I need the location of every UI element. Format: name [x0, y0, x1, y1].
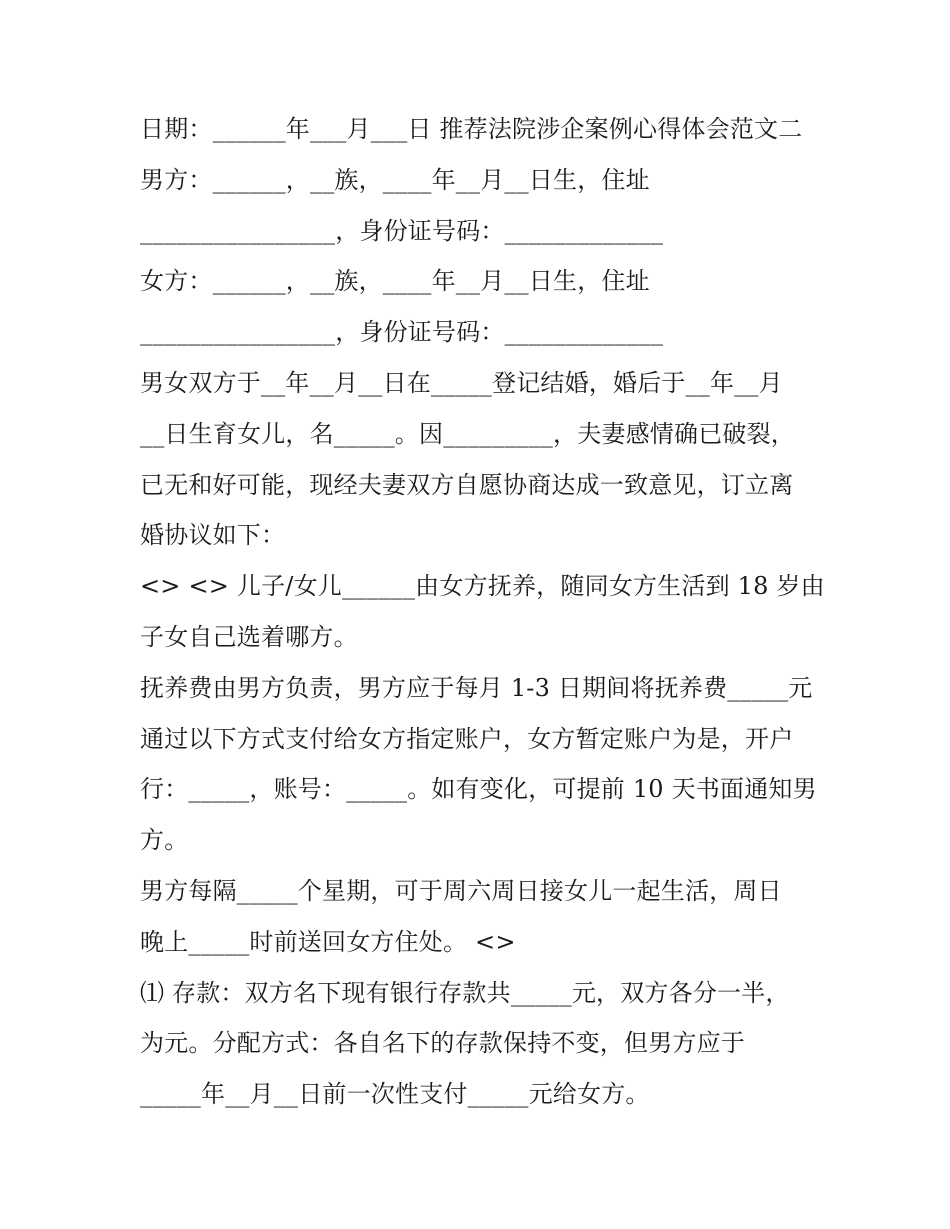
visitation-line: 男方每隔_____个星期，可于周六周日接女儿一起生活，周日	[140, 876, 782, 905]
support-line: 方。	[140, 826, 189, 855]
deposit-line: 为元。分配方式：各自名下的存款保持不变，但男方应于	[140, 1029, 745, 1058]
visitation-line: 晚上_____时前送回女方住处。 <>	[140, 927, 516, 956]
paragraph-line: __日生育女儿，名_____。因_________，夫妻感情确已破裂，	[140, 419, 795, 448]
deposit-line: _____年__月__日前一次性支付_____元给女方。	[140, 1080, 650, 1109]
custody-line: 子女自己选着哪方。	[140, 622, 358, 651]
support-line: 通过以下方式支付给女方指定账户，女方暂定账户为是，开户	[140, 724, 794, 753]
female-party-line: 女方：______，__族，____年__月__日生，住址	[140, 267, 650, 296]
male-party-line: 男方：______，__族，____年__月__日生，住址	[140, 165, 650, 194]
female-id-line: ________________，身份证号码：_____________	[140, 318, 664, 347]
document-body	[140, 104, 825, 1120]
paragraph-line: 已无和好可能，现经夫妻双方自愿协商达成一致意见，订立离	[140, 470, 794, 499]
deposit-line: ⑴ 存款：双方名下现有银行存款共_____元，双方各分一半，	[140, 978, 790, 1007]
date-title-line: 日期：______年___月___日 推荐法院涉企案例心得体会范文二	[140, 115, 803, 143]
support-line: 抚养费由男方负责，男方应于每月 1-3 日期间将抚养费_____元	[140, 673, 813, 702]
male-id-line: ________________，身份证号码：_____________	[140, 216, 664, 245]
custody-line: <> <> 儿子/女儿______由女方抚养，随同女方生活到 18 岁由	[140, 572, 825, 601]
paragraph-line: 婚协议如下：	[140, 521, 286, 550]
paragraph-line: 男女双方于__年__月__日在_____登记结婚，婚后于__年__月	[140, 368, 783, 397]
support-line: 行：_____，账号：_____。如有变化，可提前 10 天书面通知男	[140, 775, 817, 804]
